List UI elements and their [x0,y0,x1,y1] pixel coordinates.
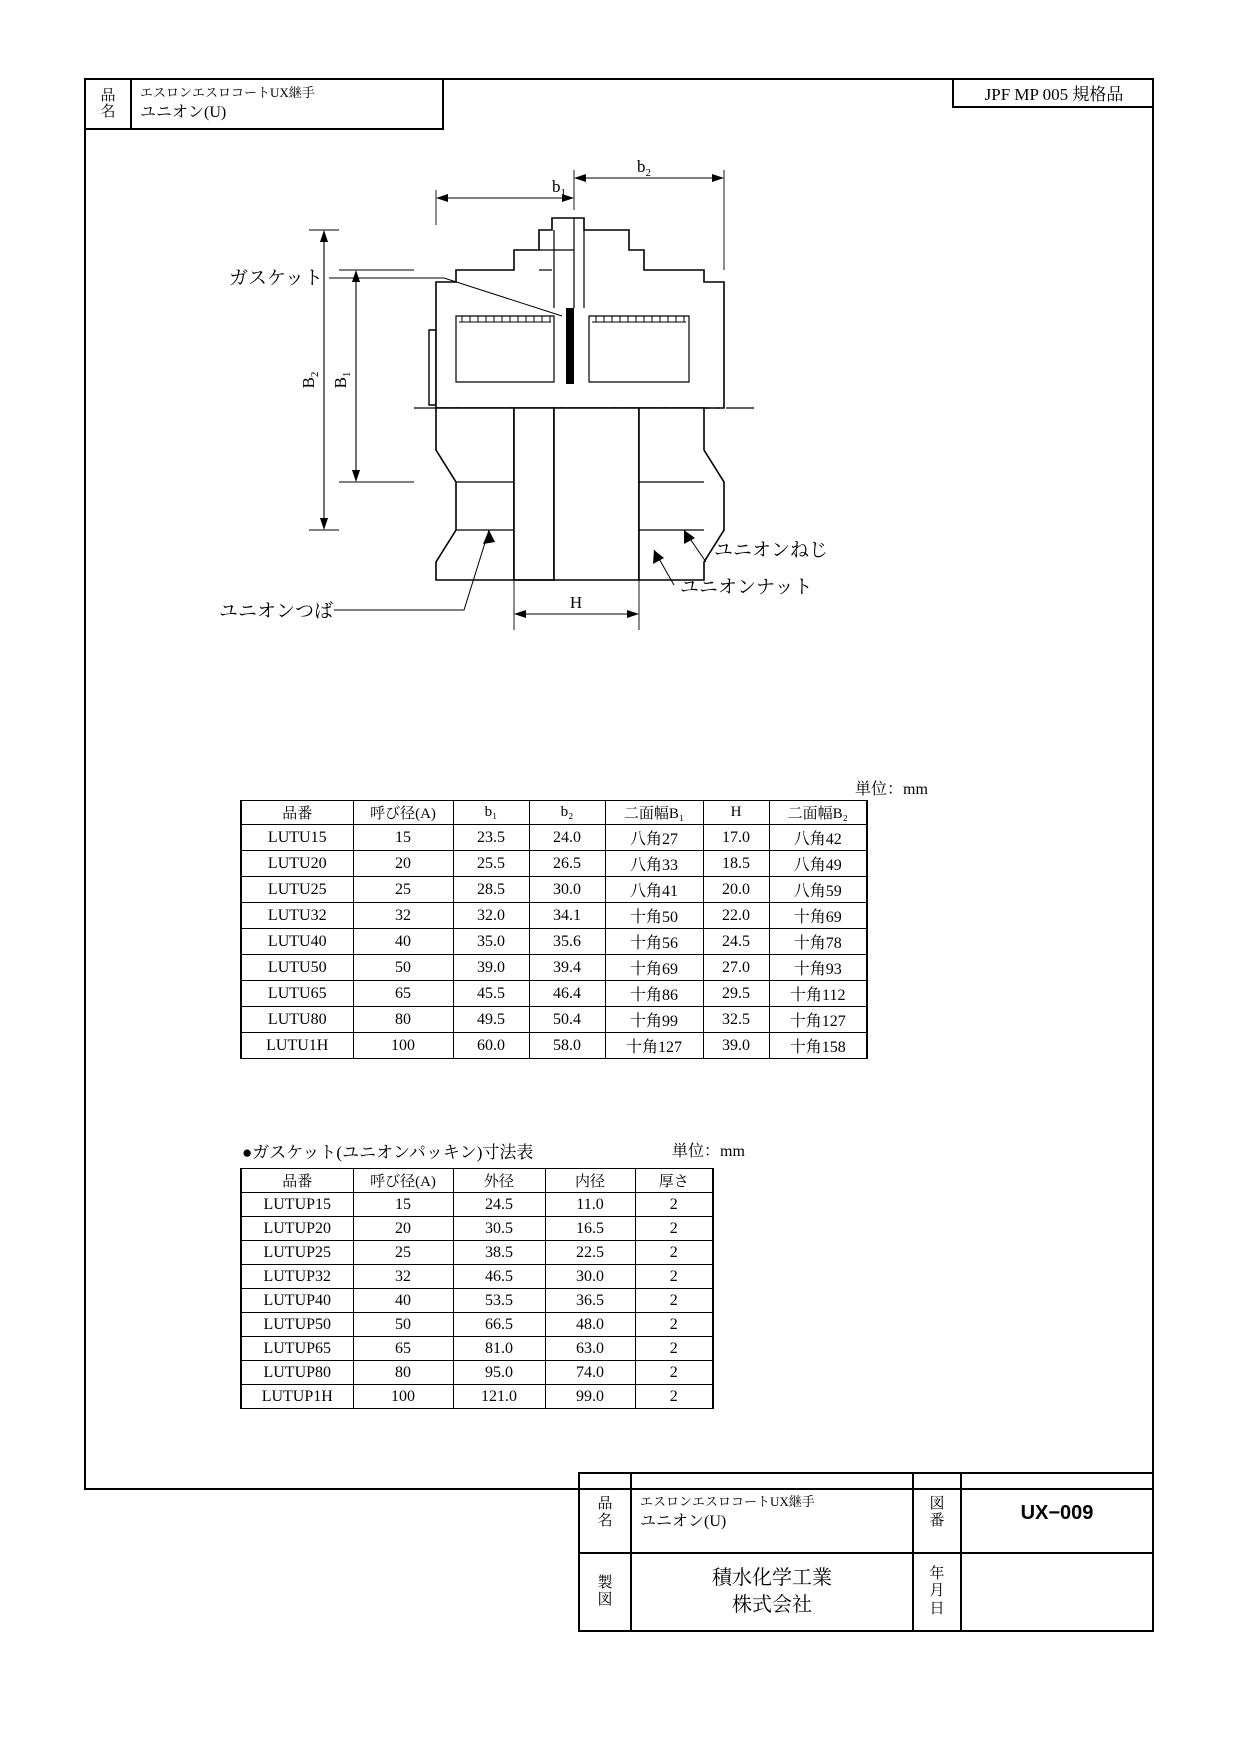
table1-cell: LUTU1H [241,1033,353,1059]
dimension-table-gasket [240,1168,714,1409]
table1-cell: 65 [353,981,453,1007]
table1-cell: 十角127 [605,1033,703,1059]
table1-cell: 28.5 [453,877,529,903]
table1-cell: 八角27 [605,825,703,851]
header-product-line1: エスロンエスロコートUX継手 [140,85,315,101]
table1-cell: 40 [353,929,453,955]
callout-union-nut: ユニオンナット [680,577,813,598]
table1-cell: 八角42 [769,825,867,851]
table1-cell: LUTU65 [241,981,353,1007]
table1-cell: 15 [353,825,453,851]
table1-cell: 20 [353,851,453,877]
table1-cell: 34.1 [529,903,605,929]
title-block-product-line1: エスロンエスロコートUX継手 [640,1493,815,1509]
table1-cell: 十角56 [605,929,703,955]
table-row [241,877,867,903]
table1-cell: 十角69 [605,955,703,981]
table-row [241,1265,713,1289]
dimension-table-main [240,800,868,1059]
table1-cell: 32.0 [453,903,529,929]
table1-cell: 十角69 [769,903,867,929]
title-block-row-product [580,1474,1152,1554]
table-row [241,1337,713,1361]
table1-cell: 26.5 [529,851,605,877]
title-block-date-label [914,1554,962,1630]
table2-cell: 2 [635,1193,713,1217]
table1-cell: 八角41 [605,877,703,903]
table2-unit-label: 単位：mm [672,1143,745,1160]
table-row [241,955,867,981]
title-block-draw-label-line1: 製 [597,1574,613,1591]
table1-col-0: 品番 [241,801,353,825]
table1-unit-label: 単位：mm [855,781,928,798]
title-block-draw-label [580,1554,632,1630]
title-block-name-label-line2: 名 [597,1513,613,1529]
table-row [241,825,867,851]
table2-cell: LUTUP15 [241,1193,353,1217]
callout-union-flange: ユニオンつば [219,601,334,622]
table2-col-3: 内径 [545,1169,635,1193]
table-row [241,1241,713,1265]
table2-cell: 16.5 [545,1217,635,1241]
table1-cell: 32 [353,903,453,929]
title-block-product-name [632,1474,914,1552]
table1-cell: 25.5 [453,851,529,877]
table-row [241,903,867,929]
table2-col-1: 呼び径(A) [353,1169,453,1193]
title-block-date-label-line2: 月 [929,1583,945,1600]
table1-cell: 25 [353,877,453,903]
header-title-block [84,78,444,130]
table1-cell: 27.0 [703,955,769,981]
table2-cell: 65 [353,1337,453,1361]
table1-cell: 八角33 [605,851,703,877]
table2-cell: 32 [353,1265,453,1289]
header-product-line2: ユニオン(U) [140,103,227,121]
dim-B2-label: $B_2$ [299,371,321,389]
table1-cell: LUTU20 [241,851,353,877]
dim-B1-label: $B_1$ [331,371,353,389]
table2-cell: 24.5 [453,1193,545,1217]
table2-cell: 25 [353,1241,453,1265]
table2-cell: 2 [635,1313,713,1337]
table2-cell: 66.5 [453,1313,545,1337]
title-block-dwg-label-line1: 図 [929,1495,945,1512]
table1-col-3: b₂ [529,801,605,825]
table1-col-5: H [703,801,769,825]
table2-cell: LUTUP20 [241,1217,353,1241]
table2-cell: 48.0 [545,1313,635,1337]
table1-cell: 35.0 [453,929,529,955]
table1-cell: LUTU80 [241,1007,353,1033]
table2-cell: LUTUP80 [241,1361,353,1385]
table1-cell: 100 [353,1033,453,1059]
table2-cell: 15 [353,1193,453,1217]
table1-cell: 39.0 [453,955,529,981]
table2-cell: 50 [353,1313,453,1337]
table1-cell: 十角127 [769,1007,867,1033]
table1-cell: 80 [353,1007,453,1033]
table1-cell: 30.0 [529,877,605,903]
table1-cell: 50.4 [529,1007,605,1033]
table1-cell: 39.4 [529,955,605,981]
standard-label: JPF MP 005 規格品 [984,84,1124,104]
table1-cell: 十角112 [769,981,867,1007]
dim-b1-label: $b_1$ [552,177,566,199]
table-row [241,1289,713,1313]
table-row [241,981,867,1007]
table2-cell: 2 [635,1241,713,1265]
table1-col-1: 呼び径(A) [353,801,453,825]
header-product-name [132,80,442,128]
table2-col-0: 品番 [241,1169,353,1193]
table1-cell: 58.0 [529,1033,605,1059]
title-block-name-label [580,1474,632,1552]
title-block [578,1472,1154,1632]
table-row [241,1007,867,1033]
table2-cell: LUTUP25 [241,1241,353,1265]
table1-cell: 十角86 [605,981,703,1007]
title-block-row-maker [580,1554,1152,1630]
table1-cell: 十角99 [605,1007,703,1033]
table1-cell: LUTU25 [241,877,353,903]
table2-cell: 22.5 [545,1241,635,1265]
table2-cell: 99.0 [545,1385,635,1409]
table1-cell: 24.0 [529,825,605,851]
gasket-table-title: ●ガスケット(ユニオンパッキン)寸法表 [242,1143,534,1162]
table1-cell: 60.0 [453,1033,529,1059]
title-block-dwg-label [914,1474,962,1552]
table-row [241,1361,713,1385]
title-block-date-value [962,1554,1152,1630]
table1-cell: 39.0 [703,1033,769,1059]
title-block-company-line1: 積水化学工業 [712,1567,832,1589]
table2-cell: LUTUP40 [241,1289,353,1313]
table1-cell: 46.4 [529,981,605,1007]
table-row [241,1313,713,1337]
table2-cell: LUTUP65 [241,1337,353,1361]
table2-cell: 2 [635,1289,713,1313]
table1-cell: 29.5 [703,981,769,1007]
table2-cell: 46.5 [453,1265,545,1289]
table1-col-6: 二面幅B₂ [769,801,867,825]
table2-cell: 36.5 [545,1289,635,1313]
table2-cell: 74.0 [545,1361,635,1385]
table1-cell: LUTU40 [241,929,353,955]
table-row [241,1217,713,1241]
table1-cell: 十角158 [769,1033,867,1059]
table1-cell: LUTU50 [241,955,353,981]
table1-cell: 45.5 [453,981,529,1007]
standard-badge [952,78,1154,108]
title-block-dwg-number: UX−009 [1020,1501,1094,1524]
table1-col-4: 二面幅B₁ [605,801,703,825]
table1-cell: 20.0 [703,877,769,903]
table1-cell: 18.5 [703,851,769,877]
dim-H-label: H [569,593,583,612]
table2-cell: LUTUP50 [241,1313,353,1337]
table1-cell: 49.5 [453,1007,529,1033]
title-block-company-line2: 株式会社 [732,1594,812,1616]
title-block-name-label-line1: 品 [597,1495,613,1512]
header-name-label-line2: 名 [100,104,116,120]
table-row [241,929,867,955]
table2-cell: 2 [635,1217,713,1241]
table1-cell: 22.0 [703,903,769,929]
table2-cell: 2 [635,1361,713,1385]
table2-cell: 40 [353,1289,453,1313]
title-block-date-label-line3: 日 [929,1600,945,1617]
table1-header-row [241,801,867,825]
header-name-label [86,80,132,128]
table2-cell: 63.0 [545,1337,635,1361]
table2-cell: 121.0 [453,1385,545,1409]
table2-cell: LUTUP32 [241,1265,353,1289]
title-block-company [632,1554,914,1630]
table-row [241,851,867,877]
table2-col-4: 厚さ [635,1169,713,1193]
table2-cell: 81.0 [453,1337,545,1361]
table2-cell: 38.5 [453,1241,545,1265]
table2-cell: 100 [353,1385,453,1409]
table1-cell: 23.5 [453,825,529,851]
table2-header-row [241,1169,713,1193]
technical-drawing [84,130,1154,710]
table2-cell: 11.0 [545,1193,635,1217]
title-block-dwg-label-line2: 番 [929,1513,945,1529]
table1-cell: 32.5 [703,1007,769,1033]
table2-cell: 95.0 [453,1361,545,1385]
title-block-draw-label-line2: 図 [597,1592,613,1608]
table1-col-2: b₁ [453,801,529,825]
table-row [241,1193,713,1217]
table1-cell: LUTU32 [241,903,353,929]
table1-cell: 50 [353,955,453,981]
table2-cell: LUTUP1H [241,1385,353,1409]
table1-cell: 八角59 [769,877,867,903]
table1-cell: LUTU15 [241,825,353,851]
table1-cell: 24.5 [703,929,769,955]
table1-cell: 17.0 [703,825,769,851]
table2-cell: 2 [635,1385,713,1409]
table1-cell: 八角49 [769,851,867,877]
table2-cell: 2 [635,1337,713,1361]
table2-cell: 53.5 [453,1289,545,1313]
title-block-product-line2: ユニオン(U) [640,1512,727,1530]
table-row [241,1385,713,1409]
table1-cell: 十角93 [769,955,867,981]
header-name-label-line1: 品 [100,87,116,104]
callout-union-thread: ユニオンねじ [714,540,829,561]
table2-cell: 80 [353,1361,453,1385]
title-block-date-label-line1: 年 [929,1566,945,1583]
table2-cell: 30.0 [545,1265,635,1289]
table1-cell: 35.6 [529,929,605,955]
dim-b2-label: $b_2$ [637,157,651,179]
table2-cell: 2 [635,1265,713,1289]
callout-gasket: ガスケット [229,268,324,289]
table1-cell: 十角50 [605,903,703,929]
table1-cell: 十角78 [769,929,867,955]
table2-col-2: 外径 [453,1169,545,1193]
table2-cell: 30.5 [453,1217,545,1241]
table2-cell: 20 [353,1217,453,1241]
table-row [241,1033,867,1059]
